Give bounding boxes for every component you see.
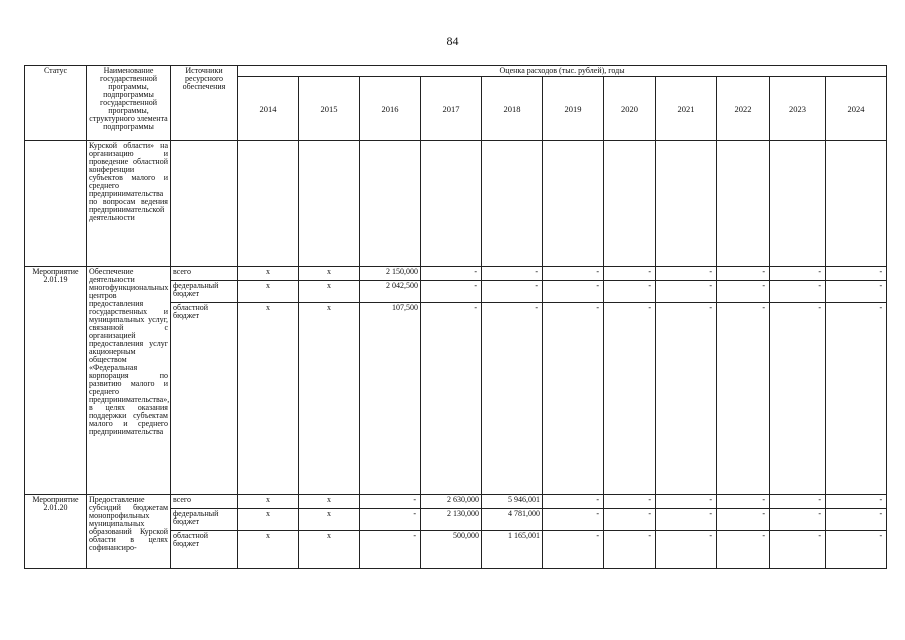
header-year: 2022 [717, 77, 770, 141]
value-cell: - [604, 531, 656, 569]
value-cell: х [238, 303, 299, 495]
value-cell: - [826, 281, 887, 303]
value-cell: - [717, 531, 770, 569]
value-cell: х [299, 281, 360, 303]
value-cell: - [604, 267, 656, 281]
status-cell: Мероприятие 2.01.20 [25, 495, 87, 569]
value-cell: х [299, 267, 360, 281]
status-cell: Мероприятие 2.01.19 [25, 267, 87, 495]
value-cell: - [770, 267, 826, 281]
header-year: 2015 [299, 77, 360, 141]
value-cell: 500,000 [421, 531, 482, 569]
value-cell: - [421, 303, 482, 495]
value-cell: - [717, 267, 770, 281]
header-year: 2023 [770, 77, 826, 141]
value-cell: 2 130,000 [421, 509, 482, 531]
header-year: 2024 [826, 77, 887, 141]
value-cell: - [826, 495, 887, 509]
table-row [25, 495, 887, 509]
value-cell: - [826, 267, 887, 281]
value-cell: - [826, 509, 887, 531]
value-cell: - [360, 495, 421, 509]
value-cell: х [299, 495, 360, 509]
status-cell [25, 141, 87, 267]
value-cell: х [238, 495, 299, 509]
value-cell: 2 630,000 [421, 495, 482, 509]
page-number: 84 [446, 34, 459, 48]
name-cell: Предоставление субсидий бюджетам монопрофильных муниципальных образований Курской области в целях софинансиро- [87, 495, 171, 569]
value-cell: - [717, 509, 770, 531]
value-cell: - [543, 509, 604, 531]
value-cell: - [656, 267, 717, 281]
value-cell: 1 165,001 [482, 531, 543, 569]
value-cell: - [770, 531, 826, 569]
value-cell: - [482, 281, 543, 303]
value-cell: 2 150,000 [360, 267, 421, 281]
name-cell: Обеспечение деятельности многофункциональных центров предоставления государственных и муниципальных услуг, связанной с организацией предоставления услуг акционерным обществом «Федеральная корпорация по развитию малого и среднего предпринимательства», в целях оказания поддержки субъектам малого и среднего предпринимательства [87, 267, 171, 495]
value-cell: х [238, 281, 299, 303]
value-cell: 107,500 [360, 303, 421, 495]
header-year: 2014 [238, 77, 299, 141]
value-cell: - [482, 267, 543, 281]
value-cell: - [656, 531, 717, 569]
source-cell: областной бюджет [171, 531, 238, 569]
table-row [25, 141, 887, 267]
value-cell: - [770, 509, 826, 531]
value-cell: - [543, 531, 604, 569]
value-cell: - [717, 495, 770, 509]
source-cell: всего [171, 495, 238, 509]
value-cell: - [360, 509, 421, 531]
value-cell: 4 781,000 [482, 509, 543, 531]
header-year: 2019 [543, 77, 604, 141]
value-cell: - [482, 303, 543, 495]
value-cell: - [770, 495, 826, 509]
value-cell: - [656, 281, 717, 303]
header-expenses: Оценка расходов (тыс. рублей), годы [238, 66, 887, 77]
value-cell: х [238, 267, 299, 281]
value-cell: 2 042,500 [360, 281, 421, 303]
header-year: 2016 [360, 77, 421, 141]
value-cell: - [360, 531, 421, 569]
header-year: 2017 [421, 77, 482, 141]
header-year: 2018 [482, 77, 543, 141]
header-sources: Источники ресурсного обеспечения [171, 66, 238, 141]
value-cell: - [717, 303, 770, 495]
source-cell: федеральный бюджет [171, 281, 238, 303]
value-cell: - [604, 495, 656, 509]
value-cell: - [543, 267, 604, 281]
source-cell: областной бюджет [171, 303, 238, 495]
budget-table [24, 65, 887, 569]
value-cell: х [238, 509, 299, 531]
value-cell: - [770, 281, 826, 303]
source-cell [171, 141, 238, 267]
value-cell: - [604, 509, 656, 531]
source-cell: федеральный бюджет [171, 509, 238, 531]
value-cell: - [421, 267, 482, 281]
header-name: Наименование государственной программы, подпрограммы государственной программы, структурного элемента подпрограммы [87, 66, 171, 141]
value-cell: - [656, 495, 717, 509]
value-cell: х [299, 303, 360, 495]
value-cell: - [543, 281, 604, 303]
table-row [25, 267, 887, 281]
value-cell: - [604, 303, 656, 495]
value-cell: - [826, 303, 887, 495]
value-cell: х [238, 531, 299, 569]
value-cell: - [656, 303, 717, 495]
source-cell: всего [171, 267, 238, 281]
value-cell: - [826, 531, 887, 569]
value-cell: 5 946,001 [482, 495, 543, 509]
name-cell: Курской области» на организацию и проведение областной конференции субъектов малого и среднего предпринимательства по вопросам ведения предпринимательской деятельности [87, 141, 171, 267]
value-cell: х [299, 509, 360, 531]
header-status: Статус [25, 66, 87, 141]
value-cell: - [604, 281, 656, 303]
value-cell: - [543, 303, 604, 495]
value-cell: - [770, 303, 826, 495]
value-cell: х [299, 531, 360, 569]
value-cell: - [717, 281, 770, 303]
value-cell: - [543, 495, 604, 509]
header-year: 2020 [604, 77, 656, 141]
value-cell: - [656, 509, 717, 531]
header-year: 2021 [656, 77, 717, 141]
value-cell: - [421, 281, 482, 303]
